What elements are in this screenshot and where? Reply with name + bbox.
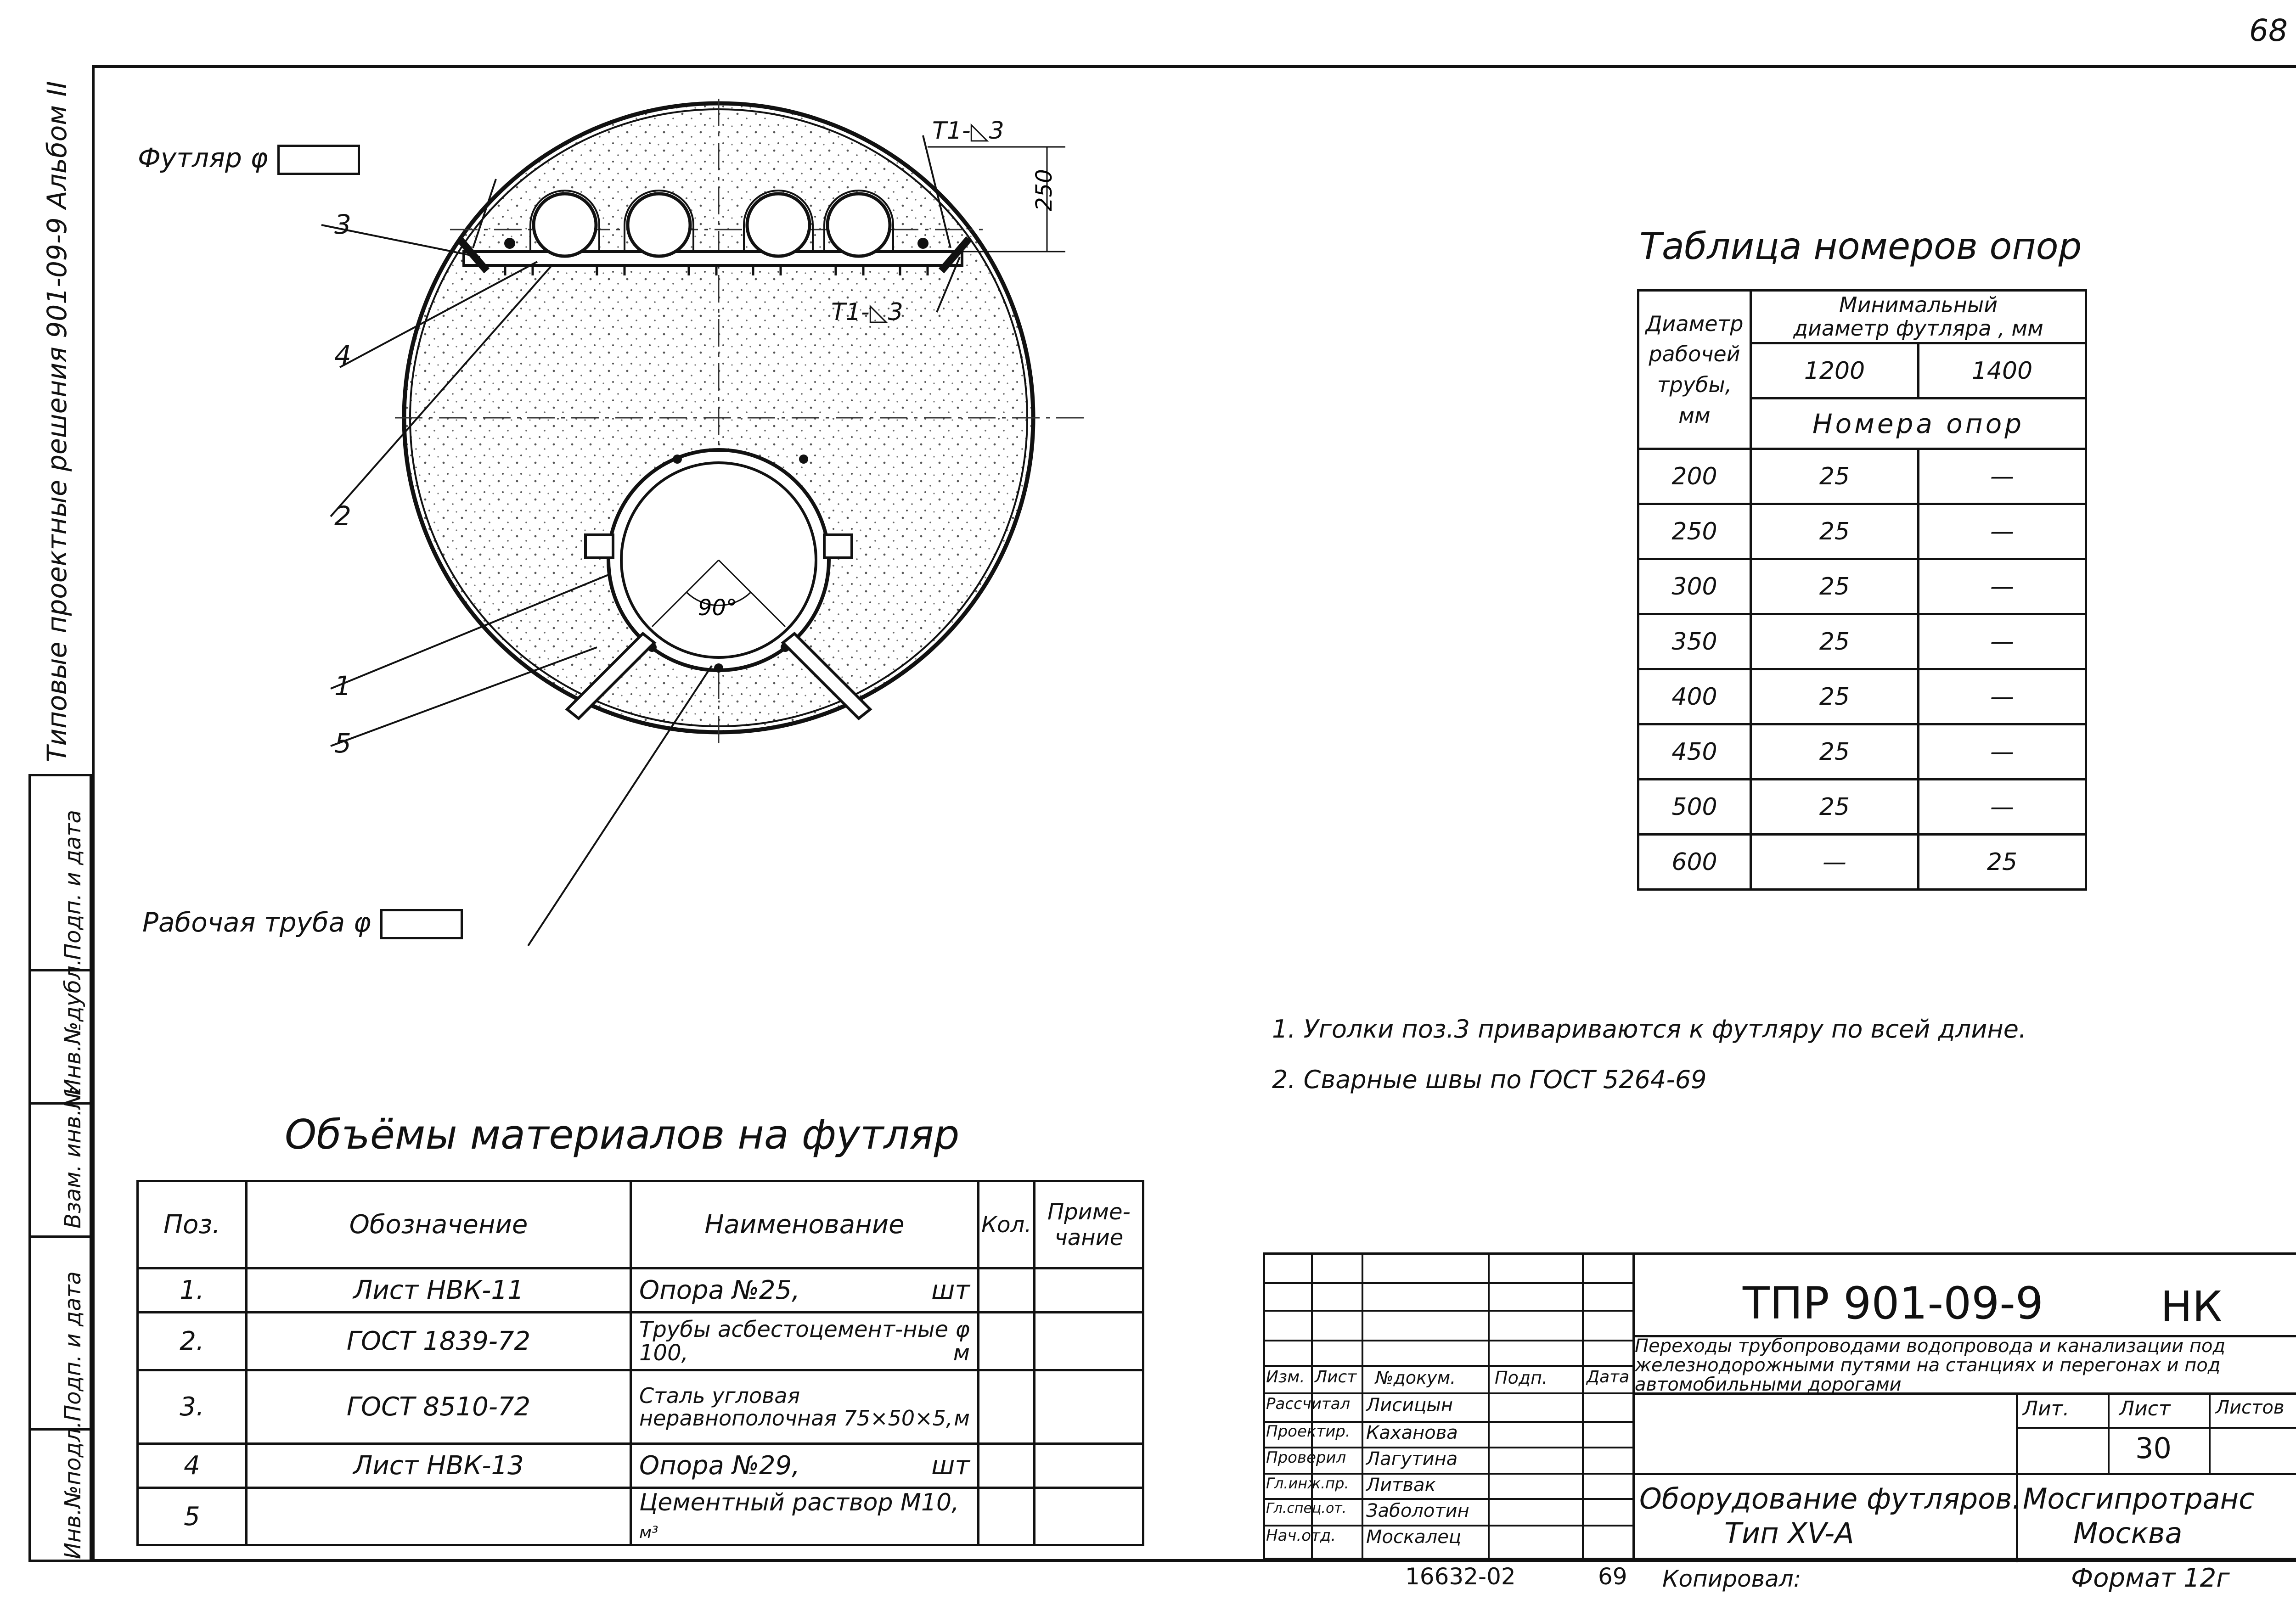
- role-name: Лагутина: [1366, 1448, 1458, 1470]
- header-1200: 1200: [1751, 343, 1919, 398]
- role-name: Москалец: [1366, 1526, 1462, 1548]
- casing-label-text: Футляр φ: [138, 142, 268, 174]
- supports-table-title: Таблица номеров опор: [1639, 225, 2082, 268]
- role-label: Гл.инж.пр.: [1266, 1475, 1349, 1492]
- cell-note: [1035, 1488, 1143, 1545]
- footer-page: 69: [1598, 1563, 1627, 1590]
- angle-label: 90°: [698, 595, 737, 621]
- org-city: Москва: [2073, 1516, 2183, 1550]
- table-row: [1638, 559, 2086, 614]
- role-label: Проверил: [1266, 1448, 1346, 1467]
- cell-1200: —: [1751, 835, 1919, 890]
- cell-designation: ГОСТ 8510-72: [247, 1370, 631, 1444]
- cell-1200: 25: [1751, 504, 1919, 559]
- cell-designation: [247, 1488, 631, 1545]
- role-name: Каханова: [1366, 1422, 1458, 1443]
- cell-name: [631, 1370, 979, 1444]
- sheet-number: 68: [2249, 13, 2288, 48]
- cell-qty: [979, 1444, 1035, 1488]
- header-designation: Обозначение: [247, 1181, 631, 1268]
- cell-note: [1035, 1444, 1143, 1488]
- cell-name: [631, 1444, 979, 1488]
- org-name: Мосгипротранс: [2023, 1482, 2255, 1515]
- cell-designation: Лист НВК-13: [247, 1444, 631, 1488]
- cell-1200: 25: [1751, 780, 1919, 835]
- cell-unit: м: [953, 1340, 970, 1366]
- col-label-sign: Подп.: [1495, 1368, 1548, 1388]
- copied-label: Копировал:: [1662, 1566, 1801, 1592]
- header-min-diameter: [1751, 291, 2086, 343]
- header-pos: Поз.: [138, 1181, 247, 1268]
- table-row: [1638, 669, 2086, 724]
- footer-number: 16632-02: [1405, 1563, 1516, 1590]
- table-row: [1638, 614, 2086, 669]
- cell-1400: —: [1919, 559, 2086, 614]
- cell-designation: Лист НВК-11: [247, 1268, 631, 1313]
- cell-1400: —: [1919, 504, 2086, 559]
- note-1: 1. Уголки поз.3 привариваются к футляру по всей длине.: [1272, 1015, 2027, 1044]
- sheets-label: Листов: [2216, 1397, 2285, 1418]
- cell-1200: 25: [1751, 669, 1919, 724]
- cell-1400: —: [1919, 449, 2086, 504]
- weld-side-label: Т1-◺3: [831, 298, 903, 326]
- cell-pos: 5: [138, 1488, 247, 1545]
- materials-table: [136, 1180, 1144, 1546]
- cell-1200: 25: [1751, 724, 1919, 780]
- cell-1400: —: [1919, 724, 2086, 780]
- stamp-label: Подп. и дата: [60, 1271, 86, 1421]
- callout-1: 1: [334, 670, 351, 701]
- stamp-label: Инв.№дубл.: [60, 959, 86, 1095]
- cell-1200: 25: [1751, 614, 1919, 669]
- table-row: [1638, 504, 2086, 559]
- project-title: Переходы трубопроводами водопровода и канализации под железнодорожными путями на станциях и перегонах и под автомобильными дорогами: [1635, 1336, 2226, 1395]
- cell-name: [631, 1488, 979, 1545]
- header-min-line: Минимальный: [1839, 292, 1998, 318]
- format-label: Формат 12г: [2071, 1563, 2230, 1593]
- stamp-label: Подп. и дата: [60, 810, 86, 960]
- doc-mark: НК: [2161, 1282, 2223, 1331]
- cell-diameter: 500: [1638, 780, 1751, 835]
- dim-250: 250: [1031, 169, 1057, 211]
- cell-1400: —: [1919, 669, 2086, 724]
- role-name: Заболотин: [1366, 1500, 1469, 1521]
- cell-unit: шт: [931, 1275, 970, 1305]
- table-row: [138, 1313, 1143, 1370]
- header-name: Наименование: [631, 1181, 979, 1268]
- materials-table-title: Объёмы материалов на футляр: [285, 1111, 960, 1158]
- cell-qty: [979, 1370, 1035, 1444]
- col-label-list: Лист: [1315, 1368, 1357, 1386]
- pipe-diameter-box: [380, 909, 463, 939]
- cell-unit: м³: [639, 1523, 658, 1542]
- col-label-date: Дата: [1587, 1368, 1630, 1386]
- cell-name: [631, 1268, 979, 1313]
- role-name: Литвак: [1366, 1475, 1436, 1496]
- cell-qty: [979, 1488, 1035, 1545]
- cell-1400: —: [1919, 614, 2086, 669]
- cell-diameter: 250: [1638, 504, 1751, 559]
- role-label: Гл.спец.от.: [1266, 1500, 1347, 1516]
- drawing-title: Оборудование футляров.: [1639, 1482, 2021, 1515]
- header-note: Приме-чание: [1035, 1181, 1143, 1268]
- cell-unit: шт: [931, 1451, 970, 1481]
- table-row: [1638, 835, 2086, 890]
- cell-pos: 4: [138, 1444, 247, 1488]
- doc-code: ТПР 901-09-9: [1743, 1278, 2043, 1329]
- role-name: Лисицын: [1366, 1395, 1453, 1416]
- support-beam: [464, 252, 962, 265]
- cell-1200: 25: [1751, 449, 1919, 504]
- col-label-izm: Изм.: [1266, 1368, 1305, 1386]
- pipe-label: [142, 907, 463, 939]
- casing-diameter-box: [277, 145, 360, 175]
- stamp-label: Инв.№подл.: [60, 1421, 86, 1559]
- cell-unit: м: [954, 1405, 970, 1431]
- table-row: [1638, 780, 2086, 835]
- header-diameter-line: трубы,: [1657, 372, 1732, 397]
- role-label: Проектир.: [1266, 1422, 1351, 1441]
- cell-qty: [979, 1313, 1035, 1370]
- cell-pos: 2.: [138, 1313, 247, 1370]
- role-label: Рассчитал: [1266, 1395, 1351, 1413]
- header-diameter: [1638, 291, 1751, 449]
- table-row: [138, 1488, 1143, 1545]
- supports-table: [1637, 289, 2087, 891]
- callout-5: 5: [334, 728, 351, 759]
- cell-name-text: Цементный раствор М10,: [639, 1489, 959, 1516]
- col-label-doc: №докум.: [1375, 1368, 1456, 1388]
- cell-1400: 25: [1919, 835, 2086, 890]
- table-row: [1638, 449, 2086, 504]
- header-diameter-line: Диаметр: [1645, 311, 1744, 336]
- table-row: [138, 1268, 1143, 1313]
- cell-name-text: Трубы асбестоцемент-ные φ 100,: [639, 1317, 970, 1366]
- note-2: 2. Сварные швы по ГОСТ 5264-69: [1272, 1065, 1707, 1094]
- stamp-label: Взам. инв.№: [60, 1086, 86, 1229]
- cell-name-text: Опора №25,: [639, 1275, 800, 1305]
- cell-note: [1035, 1313, 1143, 1370]
- cell-diameter: 350: [1638, 614, 1751, 669]
- cell-note: [1035, 1370, 1143, 1444]
- table-row: [1638, 724, 2086, 780]
- callout-3: 3: [334, 209, 351, 240]
- header-min-line: диаметр футляра , мм: [1793, 316, 2043, 341]
- cell-diameter: 600: [1638, 835, 1751, 890]
- cell-1400: —: [1919, 780, 2086, 835]
- sheet-value: 30: [2135, 1431, 2172, 1465]
- sheet-label: Лист: [2119, 1397, 2171, 1420]
- header-diameter-line: рабочей: [1649, 342, 1740, 367]
- cell-1200: 25: [1751, 559, 1919, 614]
- cell-diameter: 300: [1638, 559, 1751, 614]
- stage-label: Лит.: [2023, 1397, 2070, 1420]
- role-label: Нач.отд.: [1266, 1526, 1336, 1545]
- cell-pos: 3.: [138, 1370, 247, 1444]
- cell-diameter: 400: [1638, 669, 1751, 724]
- cell-name-text: Сталь угловая неравнополочная 75×50×5,: [639, 1383, 953, 1431]
- drawing-type: Тип XV-А: [1724, 1516, 1854, 1550]
- header-support-numbers: Номера опор: [1751, 398, 2086, 449]
- cell-pos: 1.: [138, 1268, 247, 1313]
- table-row: [138, 1444, 1143, 1488]
- cell-diameter: 450: [1638, 724, 1751, 780]
- callout-2: 2: [334, 500, 351, 532]
- sidebar-title: Типовые проектные решения 901-09-9 Альбом II: [41, 81, 73, 762]
- header-diameter-line: мм: [1678, 403, 1711, 428]
- pipe-label-text: Рабочая труба φ: [142, 907, 371, 938]
- header-qty: Кол.: [979, 1181, 1035, 1268]
- callout-4: 4: [334, 340, 351, 371]
- cell-note: [1035, 1268, 1143, 1313]
- header-1400: 1400: [1919, 343, 2086, 398]
- cell-name: [631, 1313, 979, 1370]
- casing-label: [138, 142, 360, 175]
- cell-designation: ГОСТ 1839-72: [247, 1313, 631, 1370]
- table-row: [138, 1370, 1143, 1444]
- weld-top-label: Т1-◺3: [932, 117, 1004, 145]
- cell-diameter: 200: [1638, 449, 1751, 504]
- title-block: [1263, 1252, 2296, 1560]
- cell-qty: [979, 1268, 1035, 1313]
- cell-name-text: Опора №29,: [639, 1451, 800, 1481]
